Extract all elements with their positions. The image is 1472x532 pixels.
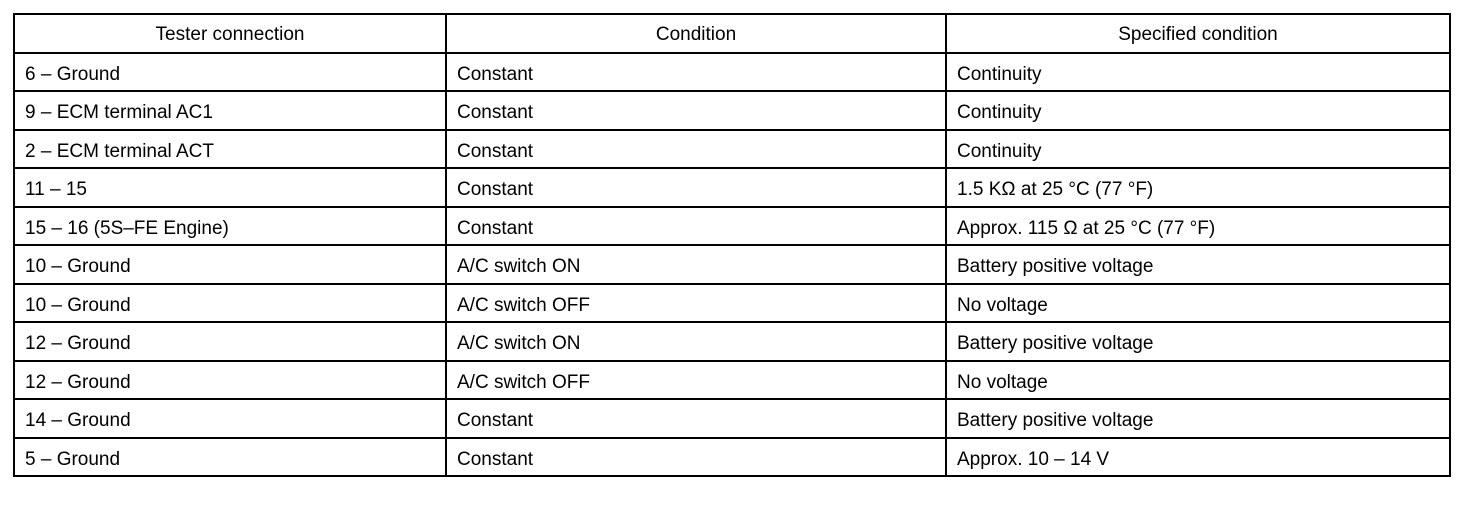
condition-cell: Constant: [446, 91, 946, 130]
tester-connection-cell: 11 – 15: [14, 168, 446, 207]
condition-cell: Constant: [446, 168, 946, 207]
table-body: [14, 53, 1450, 477]
condition-cell: A/C switch ON: [446, 245, 946, 284]
tester-connection-cell: 12 – Ground: [14, 361, 446, 400]
tester-connection-cell: 9 – ECM terminal AC1: [14, 91, 446, 130]
header-tester-connection: Tester connection: [14, 14, 446, 53]
table-header: [14, 14, 1450, 53]
condition-cell: Constant: [446, 399, 946, 438]
specified-condition-cell: Battery positive voltage: [946, 245, 1450, 284]
condition-cell: A/C switch ON: [446, 322, 946, 361]
header-condition: Condition: [446, 14, 946, 53]
table-row: [14, 438, 1450, 477]
specified-condition-cell: Continuity: [946, 130, 1450, 169]
table-row: [14, 399, 1450, 438]
condition-cell: A/C switch OFF: [446, 284, 946, 323]
specified-condition-cell: Continuity: [946, 53, 1450, 92]
tester-connection-cell: 10 – Ground: [14, 245, 446, 284]
specified-condition-cell: Battery positive voltage: [946, 322, 1450, 361]
condition-cell: Constant: [446, 438, 946, 477]
specified-condition-cell: No voltage: [946, 361, 1450, 400]
inspection-table: [13, 13, 1451, 477]
table-row: [14, 284, 1450, 323]
header-row: [14, 14, 1450, 53]
tester-connection-cell: 5 – Ground: [14, 438, 446, 477]
specified-condition-cell: Battery positive voltage: [946, 399, 1450, 438]
specified-condition-cell: 1.5 KΩ at 25 °C (77 °F): [946, 168, 1450, 207]
tester-connection-cell: 6 – Ground: [14, 53, 446, 92]
table-row: [14, 361, 1450, 400]
specified-condition-cell: No voltage: [946, 284, 1450, 323]
tester-connection-cell: 14 – Ground: [14, 399, 446, 438]
table-row: [14, 130, 1450, 169]
condition-cell: A/C switch OFF: [446, 361, 946, 400]
table-row: [14, 53, 1450, 92]
table-row: [14, 207, 1450, 246]
condition-cell: Constant: [446, 130, 946, 169]
tester-connection-cell: 2 – ECM terminal ACT: [14, 130, 446, 169]
table-row: [14, 91, 1450, 130]
condition-cell: Constant: [446, 207, 946, 246]
table-row: [14, 245, 1450, 284]
specified-condition-cell: Continuity: [946, 91, 1450, 130]
tester-connection-cell: 10 – Ground: [14, 284, 446, 323]
table-row: [14, 322, 1450, 361]
specified-condition-cell: Approx. 115 Ω at 25 °C (77 °F): [946, 207, 1450, 246]
tester-connection-cell: 12 – Ground: [14, 322, 446, 361]
condition-cell: Constant: [446, 53, 946, 92]
table-row: [14, 168, 1450, 207]
tester-connection-cell: 15 – 16 (5S–FE Engine): [14, 207, 446, 246]
header-specified-condition: Specified condition: [946, 14, 1450, 53]
specified-condition-cell: Approx. 10 – 14 V: [946, 438, 1450, 477]
